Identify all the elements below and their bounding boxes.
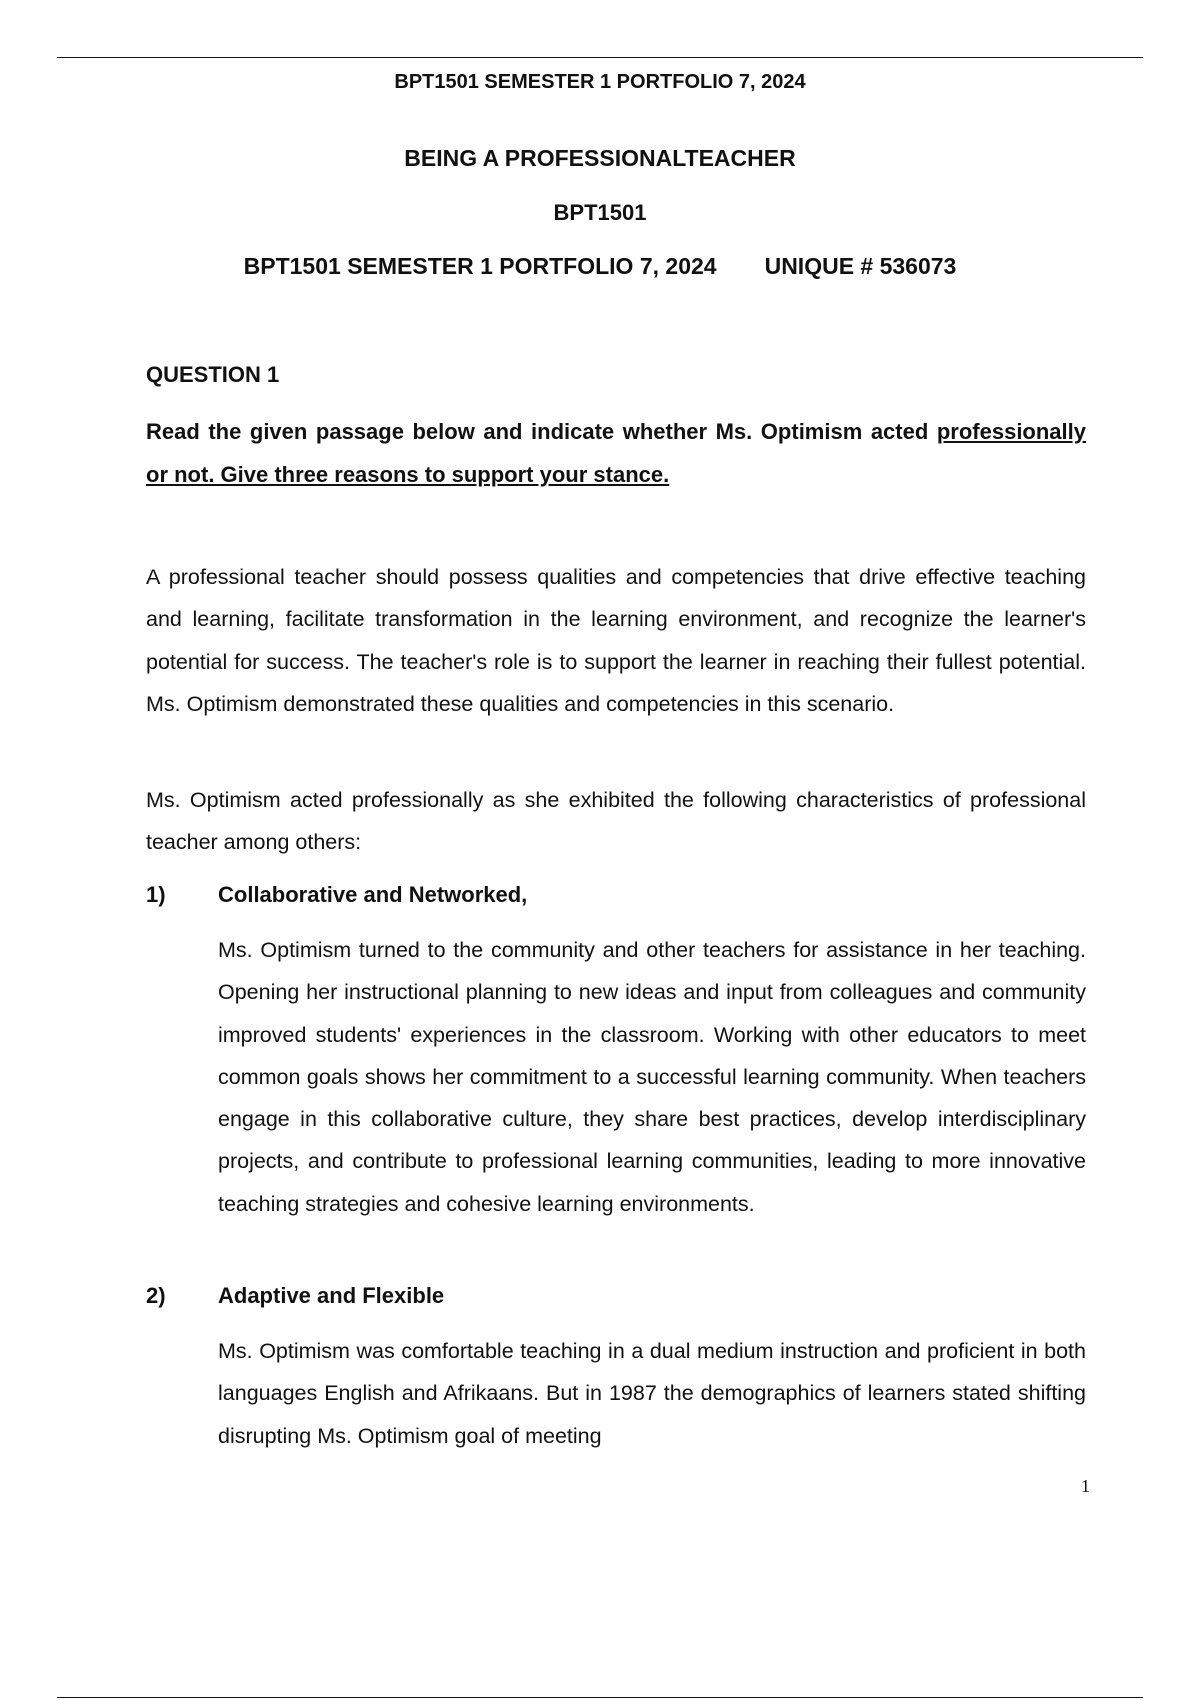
point-number: 2) [146,1283,166,1308]
module-code: BPT1501 [553,200,647,225]
top-rule [57,57,1143,58]
question-prompt [146,410,1086,496]
prompt-underlined-text: professionally or not. Give three reasons to support your stance. [146,419,1086,487]
point-number: 1) [146,882,166,907]
portfolio-line [0,253,1200,280]
prompt-text: Read the given passage below and indicate whether Ms. Optimism acted [146,419,929,444]
running-header: BPT1501 SEMESTER 1 PORTFOLIO 7, 2024 [394,71,806,93]
question-heading: QUESTION 1 [146,362,280,387]
point-paragraph: Ms. Optimism was comfortable teaching in a dual medium instruction and proficient in both languages English and Afrikaans. But in 1987 the demographics of learners stated shifting disrupting Ms. Optimism goal of meeting [218,1339,1086,1448]
stance-paragraph: Ms. Optimism acted professionally as she exhibited the following characteristics of professional teacher among others: [146,788,1086,855]
unique-number: UNIQUE # 536073 [764,253,957,279]
page-number: 1 [1081,1476,1090,1496]
intro-paragraph: A professional teacher should possess qualities and competencies that drive effective teaching and learning, facilitate transformation in the learning environment, and recognize the learner's potential for success. The teacher's role is to support the learner in reaching their fullest potential. Ms. Optimism demonstrated these qualities and competencies in this scenario. [146,565,1086,716]
portfolio-label: BPT1501 SEMESTER 1 PORTFOLIO 7, 2024 [243,253,717,279]
document-title: BEING A PROFESSIONALTEACHER [404,145,796,171]
point-heading: Adaptive and Flexible [218,1283,445,1308]
bottom-rule [57,1697,1143,1698]
point-heading: Collaborative and Networked, [218,882,528,907]
point-paragraph: Ms. Optimism turned to the community and other teachers for assistance in her teaching. Opening her instructional planning to new ideas and input from colleagues and community improved students' experiences in the classroom. Working with other educators to meet common goals shows her commitment to a successful learning community. When teachers engage in this collaborative culture, they share best practices, develop interdisciplinary projects, and contribute to professional learning communities, leading to more innovative teaching strategies and cohesive learning environments. [218,938,1086,1216]
